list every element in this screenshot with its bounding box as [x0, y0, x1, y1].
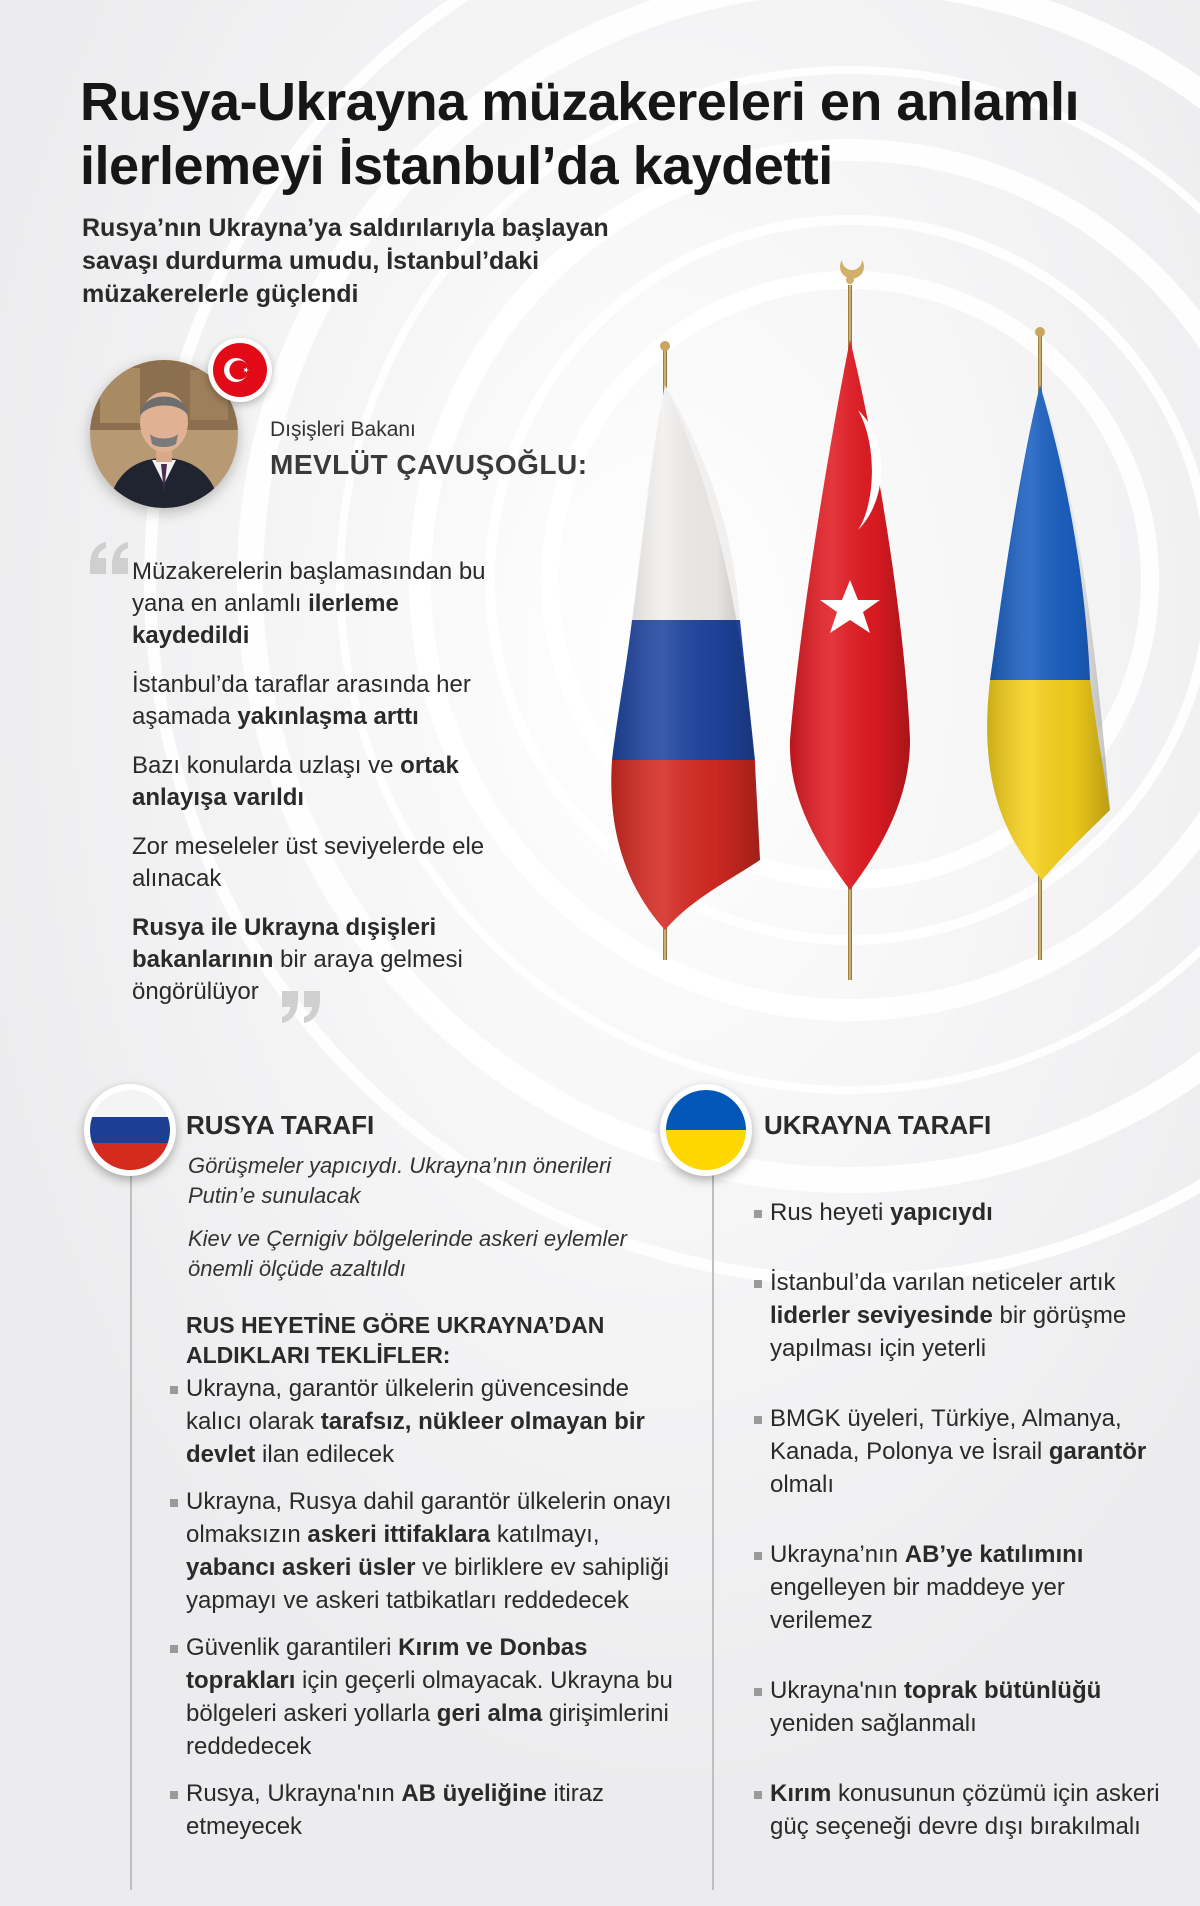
- russia-proposal-item: Rusya, Ukrayna'nın AB üyeliğine itiraz etmeyecek: [170, 1777, 690, 1843]
- page-title: [80, 70, 1140, 198]
- title-line-2: ilerlemeyi İstanbul’da kaydetti: [80, 136, 833, 196]
- russia-flag-icon: [84, 1084, 176, 1176]
- russia-timeline-line: [130, 1150, 132, 1890]
- minister-role: Dışişleri Bakanı: [270, 418, 416, 441]
- russia-statement: Kiev ve Çernigiv bölgelerinde askeri eylemler önemli ölçüde azaltıldı: [188, 1226, 627, 1281]
- quote-item: Rusya ile Ukrayna dışişleri bakanlarının bir araya gelmesi öngörülüyor: [132, 914, 463, 1005]
- russia-proposals-list: [170, 1372, 690, 1857]
- minister-quotes: [132, 556, 512, 1025]
- ukraine-point-item: İstanbul’da varılan neticeler artık liderler seviyesinde bir görüşme yapılması için yeterli: [754, 1266, 1174, 1365]
- title-line-1: Rusya-Ukrayna müzakereleri en anlamlı: [80, 72, 1079, 132]
- ukraine-points-list: [754, 1196, 1174, 1880]
- ukraine-point-item: Ukrayna’nın AB’ye katılımını engelleyen bir maddeye yer verilemez: [754, 1538, 1174, 1637]
- ukraine-point-item: Rus heyeti yapıcıydı: [754, 1196, 1174, 1229]
- quote-item: İstanbul’da taraflar arasında her aşamada yakınlaşma arttı: [132, 671, 471, 730]
- ukraine-point-item: Kırım konusunun çözümü için askeri güç seçeneği devre dışı bırakılmalı: [754, 1777, 1174, 1843]
- russia-statements: [188, 1151, 628, 1297]
- quote-item: Müzakerelerin başlamasından bu yana en anlamlı ilerleme kaydedildi: [132, 558, 486, 649]
- quote-item: Bazı konularda uzlaşı ve ortak anlayışa varıldı: [132, 752, 459, 811]
- subtitle: Rusya’nın Ukrayna’ya saldırılarıyla başlayan savaşı durdurma umudu, İstanbul’daki müzakerelerle güçlendi: [82, 214, 609, 308]
- turkey-flag-icon: [208, 338, 272, 402]
- flagpoles-image: [590, 240, 1130, 980]
- quote-item: Zor meseleler üst seviyelerde ele alınacak: [132, 833, 485, 892]
- russia-statement: Görüşmeler yapıcıydı. Ukrayna’nın önerileri Putin’e sunulacak: [188, 1153, 612, 1208]
- ukraine-flag-icon: [660, 1084, 752, 1176]
- russia-proposal-item: Ukrayna, Rusya dahil garantör ülkelerin onayı olmaksızın askeri ittifaklara katılmayı, yabancı askeri üsler ve birliklere ev sahipliği yapmayı ve askeri tatbikatları reddedecek: [170, 1485, 690, 1617]
- ukraine-timeline-line: [712, 1150, 714, 1890]
- russia-proposal-item: Ukrayna, garantör ülkelerin güvencesinde kalıcı olarak tarafsız, nükleer olmayan bir devlet ilan edilecek: [170, 1372, 690, 1471]
- ukraine-heading: UKRAYNA TARAFI: [764, 1110, 992, 1140]
- russia-proposal-item: Güvenlik garantileri Kırım ve Donbas toprakları için geçerli olmayacak. Ukrayna bu bölgeleri askeri yollarla geri alma girişimlerini reddedecek: [170, 1631, 690, 1763]
- quote-open-icon: [88, 540, 130, 580]
- ukraine-point-item: BMGK üyeleri, Türkiye, Almanya, Kanada, Polonya ve İsrail garantör olmalı: [754, 1402, 1174, 1501]
- russia-heading: RUSYA TARAFI: [186, 1110, 375, 1140]
- ukraine-point-item: Ukrayna'nın toprak bütünlüğü yeniden sağlanmalı: [754, 1674, 1174, 1740]
- russia-proposals-title: RUS HEYETİNE GÖRE UKRAYNA’DAN ALDIKLARI TEKLİFLER:: [186, 1312, 605, 1368]
- minister-name: MEVLÜT ÇAVUŞOĞLU:: [270, 449, 588, 480]
